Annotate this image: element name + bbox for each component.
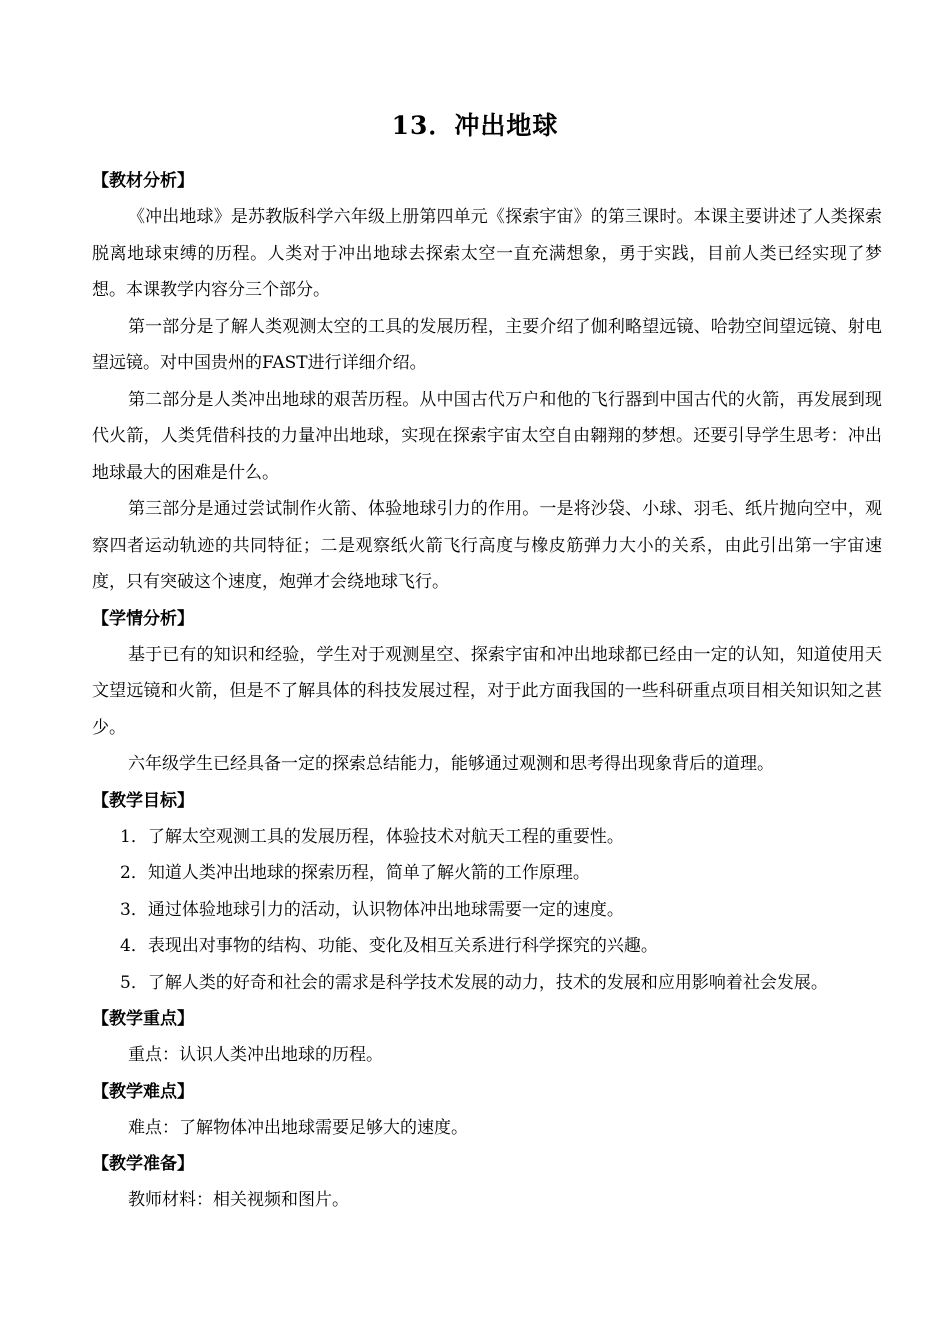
student-analysis-paragraph-2: 六年级学生已经具备一定的探索总结能力，能够通过观测和思考得出现象背后的道理。 (128, 754, 774, 774)
student-analysis-paragraph-1: 基于已有的知识和经验，学生对于观测星空、探索宇宙和冲出地球都已经由一定的认知，知道使用天文望远镜和火箭，但是不了解具体的科技发展过程，对于此方面我国的一些科研重点项目相关知识知之甚少。 (92, 644, 882, 738)
document-title: 13．冲出地球 (391, 111, 559, 140)
teaching-goal-item-3: 3．通过体验地球引力的活动，认识物体冲出地球需要一定的速度。 (120, 899, 624, 920)
section-heading-key-points: 【教学重点】 (92, 1009, 194, 1029)
key-points-text: 重点：认识人类冲出地球的历程。 (128, 1045, 383, 1065)
teaching-goal-item-4: 4．表现出对事物的结构、功能、变化及相互关系进行科学探究的兴趣。 (120, 936, 658, 956)
section-heading-preparation: 【教学准备】 (92, 1154, 194, 1174)
section-heading-teaching-goals: 【教学目标】 (92, 790, 194, 811)
teaching-goal-item-1: 1．了解太空观测工具的发展历程，体验技术对航天工程的重要性。 (120, 826, 624, 847)
material-analysis-paragraph-4: 第三部分是通过尝试制作火箭、体验地球引力的作用。一是将沙袋、小球、羽毛、纸片抛向空中，观察四者运动轨迹的共同特征；二是观察纸火箭飞行高度与橡皮筋弹力大小的关系，由此引出第一宇宙速度，只有突破这个速度，炮弹才会绕地球飞行。 (92, 499, 882, 592)
teaching-goal-item-2: 2．知道人类冲出地球的探索历程，简单了解火箭的工作原理。 (120, 863, 590, 883)
material-analysis-paragraph-2: 第一部分是了解人类观测太空的工具的发展历程，主要介绍了伽利略望远镜、哈勃空间望远镜、射电望远镜。对中国贵州的FAST进行详细介绍。 (92, 316, 882, 373)
material-analysis-paragraph-1: 《冲出地球》是苏教版科学六年级上册第四单元《探索宇宙》的第三课时。本课主要讲述了人类探索脱离地球束缚的历程。人类对于冲出地球去探索太空一直充满想象，勇于实践，目前人类已经实现了梦想。本课教学内容分三个部分。 (92, 207, 882, 300)
section-heading-difficulties: 【教学难点】 (92, 1081, 194, 1102)
document-body (92, 163, 882, 1219)
material-analysis-paragraph-3: 第二部分是人类冲出地球的艰苦历程。从中国古代万户和他的飞行器到中国古代的火箭，再发展到现代火箭，人类凭借科技的力量冲出地球，实现在探索宇宙太空自由翱翔的梦想。还要引导学生思考：冲出地球最大的困难是什么。 (92, 389, 882, 483)
section-heading-material-analysis: 【教材分析】 (92, 171, 194, 191)
difficulties-text: 难点：了解物体冲出地球需要足够大的速度。 (128, 1117, 468, 1138)
section-heading-student-analysis: 【学情分析】 (92, 608, 194, 629)
teaching-goal-item-5: 5．了解人类的好奇和社会的需求是科学技术发展的动力，技术的发展和应用影响着社会发展。 (120, 972, 828, 993)
preparation-text: 教师材料：相关视频和图片。 (128, 1190, 349, 1210)
